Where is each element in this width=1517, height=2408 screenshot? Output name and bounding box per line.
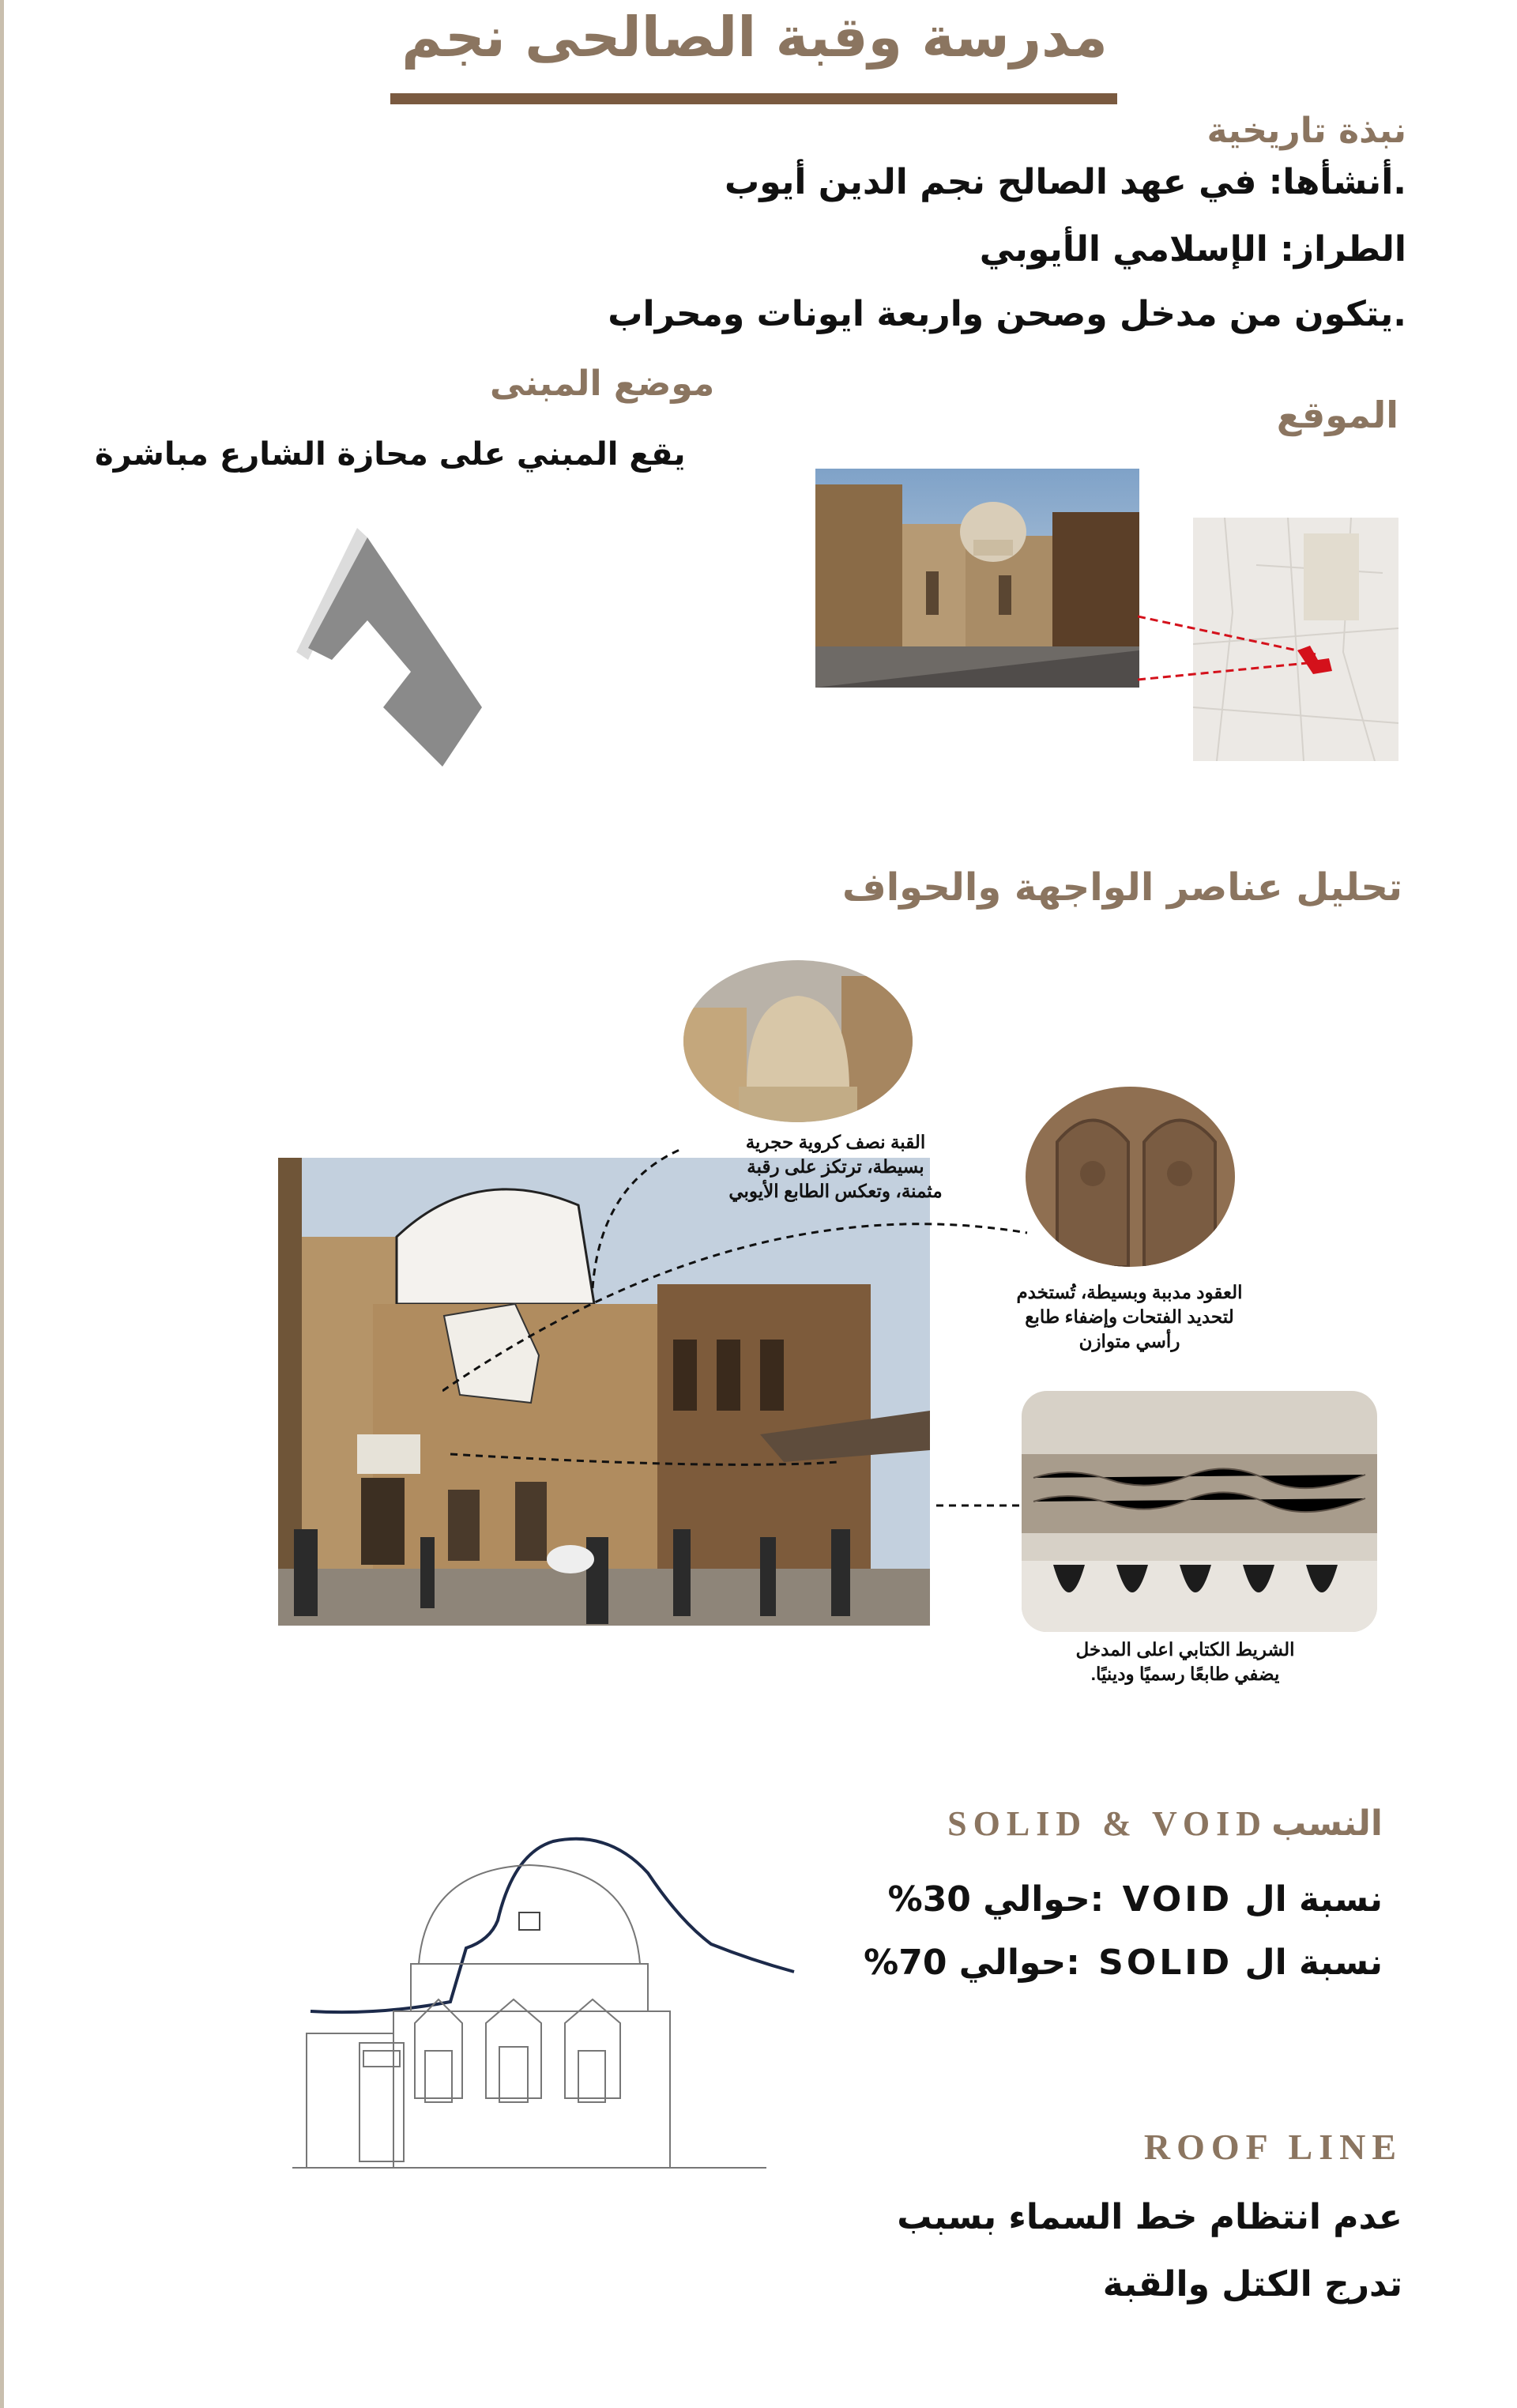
solid-void-heading — [947, 1803, 1383, 1844]
solid-void-heading-arabic: النسب — [1271, 1803, 1383, 1844]
page-title: مدرسة وقبة الصالحى نجم — [401, 5, 1108, 70]
facade-heading: تحليل عناصر الواجهة والحواف — [841, 865, 1402, 910]
void-ratio-line: نسبة ال VOID :حوالي 30% — [887, 1879, 1383, 1920]
roof-line-heading: ROOF LINE — [1143, 2127, 1402, 2167]
history-line-2: الطراز: الإسلامي الأيوبي — [979, 229, 1406, 269]
left-edge-bar — [0, 0, 4, 2408]
roof-line-text-2: تدرج الكتل والقبة — [1102, 2264, 1402, 2304]
position-text: يقع المبني على محازة الشارع مباشرة — [95, 436, 686, 473]
title-underline — [390, 93, 1117, 104]
location-connector-lines — [1138, 601, 1327, 688]
arches-caption: العقود مدببة وبسيطة، تُستخدم لتحديد الفتحات وإضفاء طابع رأسي متوازن — [1016, 1282, 1243, 1351]
position-heading: موضع المبنى — [490, 364, 715, 404]
inscription-band-photo — [1022, 1391, 1377, 1632]
location-heading: الموقع — [1276, 394, 1398, 436]
roof-line-text-1: عدم انتظام خط السماء بسبب — [897, 2197, 1402, 2237]
solid-ratio-line: نسبة ال SOLID :حوالي 70% — [864, 1943, 1383, 1983]
history-line-1: .أنشأها: في عهد الصالح نجم الدين أيوب — [725, 162, 1406, 202]
history-line-3: .يتكون من مدخل وصحن واربعة ايونات ومحراب — [608, 294, 1406, 334]
building-footprint-diagram — [284, 514, 506, 782]
inscription-caption: الشريط الكتابي اعلى المدخل يضفي طابعًا رسميًا ودينيًا. — [1075, 1639, 1295, 1684]
dome-caption: القبة نصف كروية حجرية بسيطة، ترتكز على رقبة مثمنة، وتعكس الطابع الأيوبي — [728, 1132, 943, 1201]
street-photo — [815, 469, 1139, 688]
facade-connector-lines — [442, 1091, 1075, 1525]
solid-void-heading-latin: SOLID & VOID — [947, 1804, 1267, 1843]
history-heading: نبذة تاريخية — [1206, 111, 1406, 151]
facade-elevation-drawing — [292, 1782, 806, 2177]
